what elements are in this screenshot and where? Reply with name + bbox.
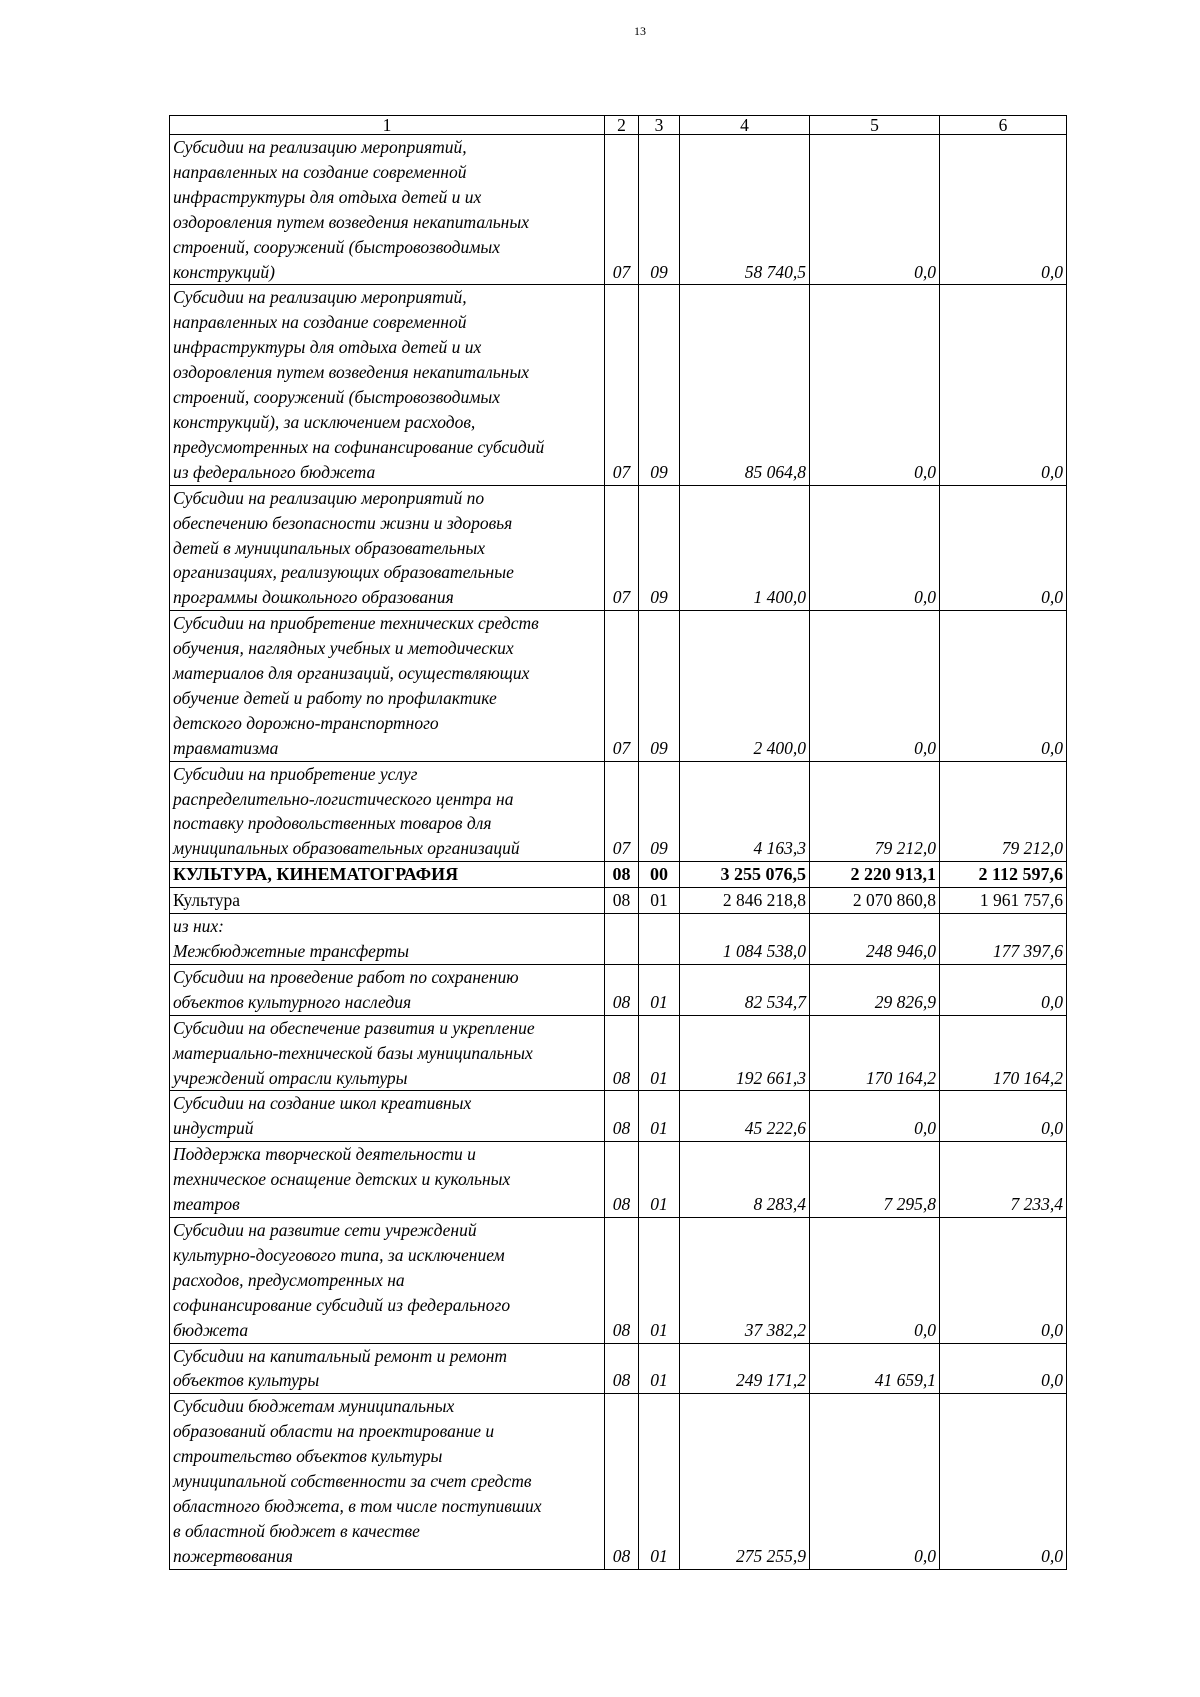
row-subsection-code: 01 <box>639 1394 680 1569</box>
row-value-col6: 0,0 <box>940 1217 1067 1343</box>
row-description-line: Поддержка творческой деятельности и <box>173 1144 476 1165</box>
row-section-code: 08 <box>605 1015 639 1091</box>
table-row <box>170 135 1067 285</box>
row-description-line: Межбюджетные трансферты <box>173 941 409 961</box>
row-subsection-code: 00 <box>639 862 680 888</box>
row-description-line: софинансирование субсидий из федерального <box>173 1294 511 1315</box>
row-description-line: обучения, наглядных учебных и методических <box>173 638 514 659</box>
row-description-line: распределительно-логистического центра на <box>173 788 514 809</box>
row-section-code: 07 <box>605 611 639 761</box>
row-value-col5: 248 946,0 <box>810 914 940 965</box>
row-subsection-code: 01 <box>639 1343 680 1394</box>
row-subsection-code: 01 <box>639 1091 680 1142</box>
row-value-col4: 3 255 076,5 <box>680 862 810 888</box>
row-value-col5: 29 826,9 <box>810 964 940 1015</box>
row-value-col4: 1 084 538,0 <box>680 914 810 965</box>
table-row <box>170 888 1067 914</box>
row-description-line: Субсидии на реализацию мероприятий, <box>173 137 467 157</box>
row-description-line: Субсидии на проведение работ по сохранению <box>173 966 519 987</box>
row-section-code: 08 <box>605 1091 639 1142</box>
row-value-col5: 170 164,2 <box>810 1015 940 1091</box>
table-row <box>170 1142 1067 1218</box>
row-description <box>170 135 605 285</box>
row-section-code: 08 <box>605 964 639 1015</box>
row-value-col5: 79 212,0 <box>810 761 940 862</box>
row-description <box>170 914 605 965</box>
row-section-code: 08 <box>605 1142 639 1218</box>
row-description-line: Субсидии на создание школ креативных <box>173 1093 472 1114</box>
row-description-line: учреждений отрасли культуры <box>173 1067 408 1088</box>
header-cell-6: 6 <box>940 116 1067 135</box>
row-value-col6: 2 112 597,6 <box>940 862 1067 888</box>
table-row <box>170 761 1067 862</box>
row-description-line: инфраструктуры для отдыха детей и их <box>173 186 482 207</box>
row-description-line: муниципальной собственности за счет средств <box>173 1471 532 1492</box>
row-value-col6: 1 961 757,6 <box>940 888 1067 914</box>
row-description <box>170 964 605 1015</box>
table-row <box>170 914 1067 965</box>
row-description <box>170 1091 605 1142</box>
row-description-line: Субсидии на реализацию мероприятий по <box>173 487 485 508</box>
row-description-line: техническое оснащение детских и кукольных <box>173 1169 511 1190</box>
header-cell-2: 2 <box>605 116 639 135</box>
row-section-code: 07 <box>605 485 639 611</box>
table-row <box>170 611 1067 761</box>
row-description-line: Субсидии бюджетам муниципальных <box>173 1396 455 1417</box>
row-description-line: конструкций) <box>173 261 275 282</box>
row-description <box>170 888 605 914</box>
row-description <box>170 1394 605 1569</box>
row-description <box>170 485 605 611</box>
row-value-col4: 4 163,3 <box>680 761 810 862</box>
row-description-line: культурно-досугового типа, за исключением <box>173 1244 505 1265</box>
row-value-col6: 0,0 <box>940 611 1067 761</box>
row-description-line: строительство объектов культуры <box>173 1446 443 1467</box>
header-cell-5: 5 <box>810 116 940 135</box>
row-value-col4: 275 255,9 <box>680 1394 810 1569</box>
row-description-line: областного бюджета, в том числе поступивших <box>173 1495 542 1516</box>
row-subsection-code: 09 <box>639 611 680 761</box>
row-value-col6: 0,0 <box>940 135 1067 285</box>
page-number: 13 <box>634 24 646 38</box>
row-section-code: 08 <box>605 1394 639 1569</box>
row-description <box>170 285 605 485</box>
budget-table <box>169 115 1067 1570</box>
row-value-col4: 8 283,4 <box>680 1142 810 1218</box>
row-description <box>170 1015 605 1091</box>
table-row <box>170 1343 1067 1394</box>
row-description-line: объектов культуры <box>173 1370 320 1391</box>
row-value-col5: 0,0 <box>810 135 940 285</box>
row-value-col6: 0,0 <box>940 485 1067 611</box>
row-value-col5: 2 070 860,8 <box>810 888 940 914</box>
row-value-col4: 2 400,0 <box>680 611 810 761</box>
row-subsection-code: 01 <box>639 964 680 1015</box>
row-value-col4: 1 400,0 <box>680 485 810 611</box>
row-value-col4: 249 171,2 <box>680 1343 810 1394</box>
row-description-line: КУЛЬТУРА, КИНЕМАТОГРАФИЯ <box>173 864 459 885</box>
row-description-line: оздоровления путем возведения некапитальных <box>173 362 529 383</box>
row-value-col6: 0,0 <box>940 1091 1067 1142</box>
row-subsection-code: 09 <box>639 761 680 862</box>
row-description-line: муниципальных образовательных организаций <box>173 838 520 859</box>
row-value-col5: 2 220 913,1 <box>810 862 940 888</box>
row-description <box>170 761 605 862</box>
row-section-code <box>605 914 639 965</box>
table-row <box>170 485 1067 611</box>
row-description-line: травматизма <box>173 737 279 758</box>
row-value-col4: 82 534,7 <box>680 964 810 1015</box>
row-value-col6: 79 212,0 <box>940 761 1067 862</box>
row-description-line: в областной бюджет в качестве <box>173 1520 420 1541</box>
row-description-line: объектов культурного наследия <box>173 991 412 1012</box>
row-subsection-code: 01 <box>639 888 680 914</box>
row-description-line: организациях, реализующих образовательные <box>173 562 514 583</box>
row-value-col4: 85 064,8 <box>680 285 810 485</box>
row-section-code: 07 <box>605 285 639 485</box>
row-description-line: поставку продовольственных товаров для <box>173 813 492 834</box>
table-body <box>170 116 1067 1570</box>
row-description-line: материально-технической базы муниципальных <box>173 1042 533 1063</box>
row-subsection-code: 01 <box>639 1217 680 1343</box>
row-description-line: обеспечению безопасности жизни и здоровья <box>173 512 513 533</box>
row-description-line: театров <box>173 1194 240 1215</box>
row-description-line: расходов, предусмотренных на <box>173 1269 405 1290</box>
row-description-line: Субсидии на капитальный ремонт и ремонт <box>173 1345 508 1366</box>
row-value-col6: 0,0 <box>940 964 1067 1015</box>
row-description-line: Субсидии на приобретение услуг <box>173 763 418 784</box>
table-row <box>170 1217 1067 1343</box>
row-description-line: предусмотренных на софинансирование субсидий <box>173 436 545 457</box>
row-subsection-code: 09 <box>639 285 680 485</box>
row-value-col4: 2 846 218,8 <box>680 888 810 914</box>
row-value-col6: 0,0 <box>940 1394 1067 1569</box>
row-section-code: 08 <box>605 862 639 888</box>
header-cell-1: 1 <box>170 116 605 135</box>
row-value-col6: 0,0 <box>940 285 1067 485</box>
row-value-col5: 0,0 <box>810 611 940 761</box>
table-row <box>170 1015 1067 1091</box>
row-value-col5: 0,0 <box>810 1394 940 1569</box>
row-value-col5: 0,0 <box>810 285 940 485</box>
row-value-col4: 58 740,5 <box>680 135 810 285</box>
row-description-line: Субсидии на развитие сети учреждений <box>173 1219 477 1240</box>
row-description-line: пожертвования <box>173 1545 293 1566</box>
row-description-line: индустрий <box>173 1118 254 1139</box>
row-description <box>170 1142 605 1218</box>
row-description-line: направленных на создание современной <box>173 312 467 333</box>
table-header-row <box>170 116 1067 135</box>
row-value-col4: 192 661,3 <box>680 1015 810 1091</box>
row-value-col5: 0,0 <box>810 1091 940 1142</box>
row-section-code: 07 <box>605 761 639 862</box>
row-subsection-code: 01 <box>639 1142 680 1218</box>
row-description-line: Субсидии на реализацию мероприятий, <box>173 287 467 308</box>
row-value-col5: 0,0 <box>810 1217 940 1343</box>
row-description-line: строений, сооружений (быстровозводимых <box>173 236 501 257</box>
row-section-code: 08 <box>605 888 639 914</box>
table-row <box>170 964 1067 1015</box>
row-description <box>170 862 605 888</box>
row-description-line: Субсидии на обеспечение развития и укрепление <box>173 1017 535 1038</box>
row-section-code: 07 <box>605 135 639 285</box>
row-description-line: образований области на проектирование и <box>173 1421 495 1442</box>
row-value-col6: 0,0 <box>940 1343 1067 1394</box>
row-value-col6: 170 164,2 <box>940 1015 1067 1091</box>
row-description-line: обучение детей и работу по профилактике <box>173 687 497 708</box>
row-description <box>170 1343 605 1394</box>
row-description-line: материалов для организаций, осуществляющих <box>173 663 530 684</box>
row-value-col6: 177 397,6 <box>940 914 1067 965</box>
row-description-line: направленных на создание современной <box>173 161 467 182</box>
row-value-col6: 7 233,4 <box>940 1142 1067 1218</box>
row-value-col5: 41 659,1 <box>810 1343 940 1394</box>
row-description-line: детского дорожно-транспортного <box>173 712 439 733</box>
row-subsection-code <box>639 914 680 965</box>
row-section-code: 08 <box>605 1217 639 1343</box>
row-description-line: Субсидии на приобретение технических средств <box>173 613 539 634</box>
row-description-line: Культура <box>173 890 241 911</box>
row-description <box>170 1217 605 1343</box>
row-subsection-code: 09 <box>639 135 680 285</box>
row-description-line: программы дошкольного образования <box>173 587 454 608</box>
table-row <box>170 1394 1067 1569</box>
row-value-col4: 37 382,2 <box>680 1217 810 1343</box>
row-description-line: бюджета <box>173 1319 249 1340</box>
row-value-col5: 7 295,8 <box>810 1142 940 1218</box>
row-description-line: конструкций), за исключением расходов, <box>173 411 476 432</box>
row-description-line: из федерального бюджета <box>173 461 376 482</box>
row-subsection-code: 09 <box>639 485 680 611</box>
row-section-code: 08 <box>605 1343 639 1394</box>
row-description-line: инфраструктуры для отдыха детей и их <box>173 337 482 358</box>
header-cell-4: 4 <box>680 116 810 135</box>
header-cell-3: 3 <box>639 116 680 135</box>
table-row <box>170 285 1067 485</box>
row-value-col5: 0,0 <box>810 485 940 611</box>
row-description-line: оздоровления путем возведения некапитальных <box>173 211 529 232</box>
row-description-line: из них: <box>173 916 224 937</box>
row-description-line: строений, сооружений (быстровозводимых <box>173 387 501 408</box>
row-description <box>170 611 605 761</box>
row-value-col4: 45 222,6 <box>680 1091 810 1142</box>
row-subsection-code: 01 <box>639 1015 680 1091</box>
row-description-line: детей в муниципальных образовательных <box>173 537 486 558</box>
table-row <box>170 862 1067 888</box>
table-row <box>170 1091 1067 1142</box>
